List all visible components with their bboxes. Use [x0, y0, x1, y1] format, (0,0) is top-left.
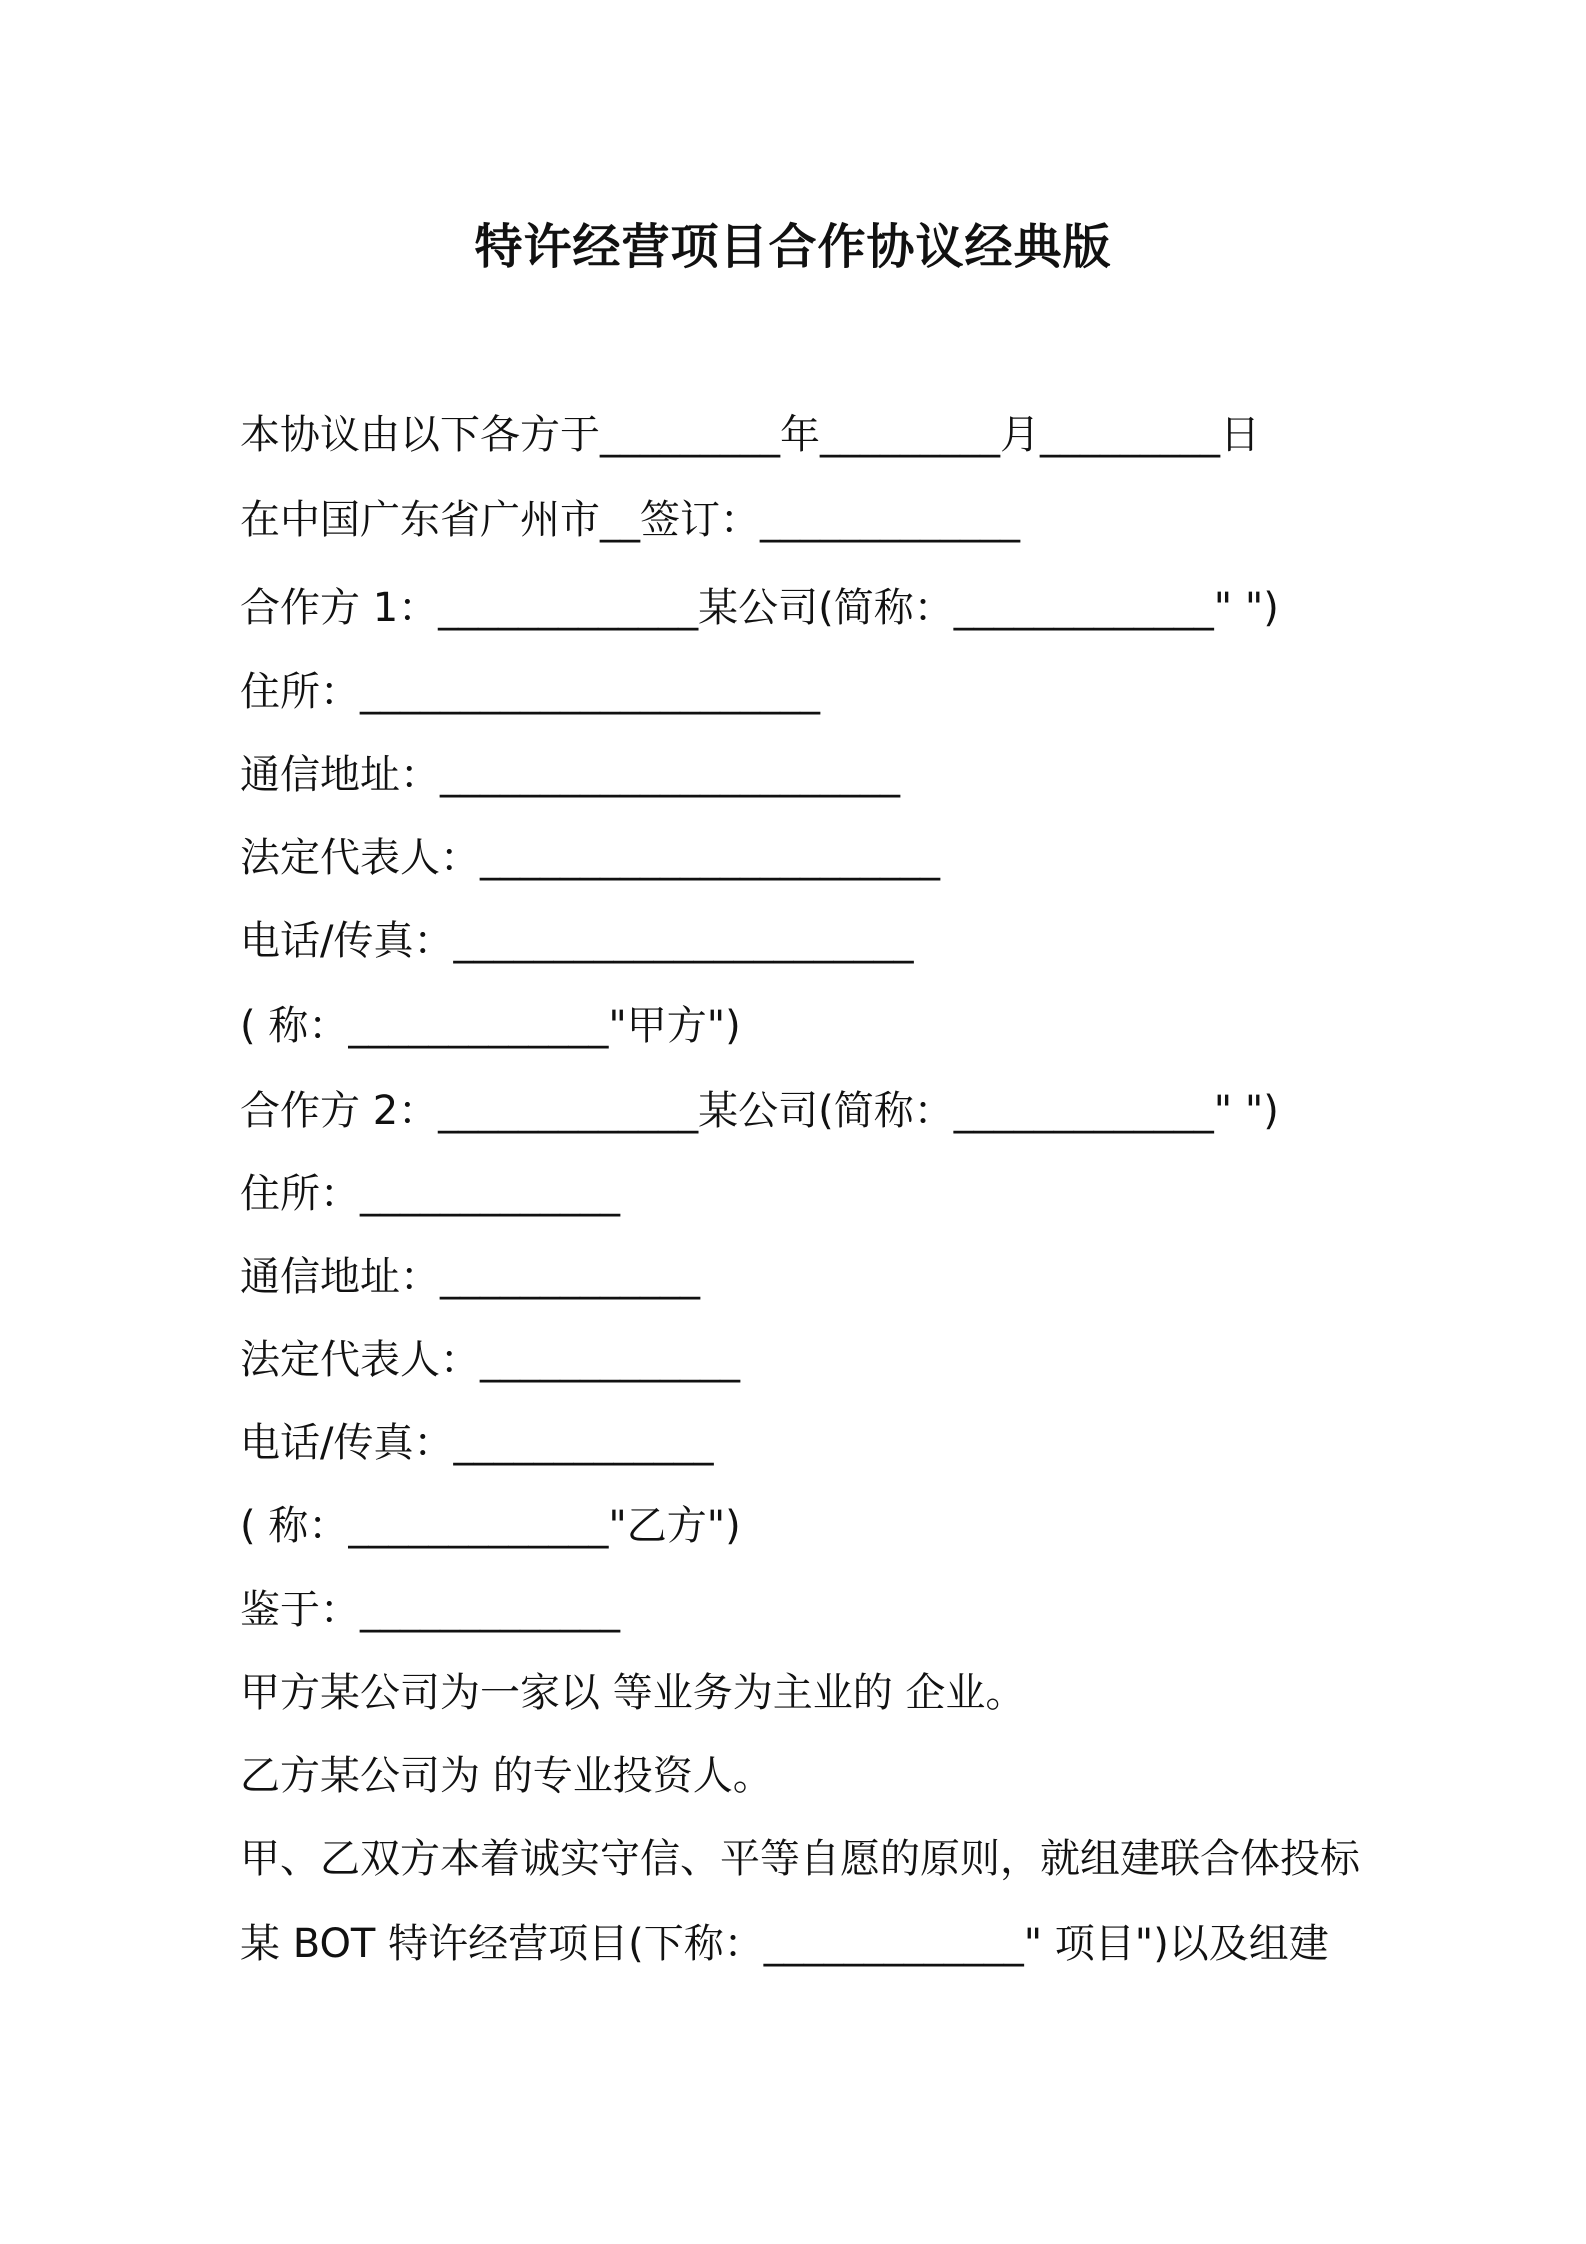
principle-line: 甲、乙双方本着诚实守信、平等自愿的原则，就组建联合体投标: [240, 1836, 1360, 1882]
party-a-description-line: 甲方某公司为一家以 等业务为主业的 企业。: [240, 1670, 1026, 1716]
party1-mail-address-line: 通信地址：_______________________: [240, 752, 900, 798]
party1-name-line: 合作方 1：_____________某公司(简称：_____________" "): [240, 585, 1279, 631]
party2-name-line: 合作方 2：_____________某公司(简称：_____________" "): [240, 1088, 1279, 1134]
whereas-line: 鉴于：_____________: [240, 1587, 620, 1633]
party2-short-name-line: ( 称：_____________"乙方"): [240, 1503, 741, 1549]
party2-mail-address-line: 通信地址：_____________: [240, 1254, 700, 1300]
party2-legal-rep-line: 法定代表人：_____________: [240, 1337, 740, 1383]
party1-short-name-line: ( 称：_____________"甲方"): [240, 1003, 741, 1049]
party1-legal-rep-line: 法定代表人：_______________________: [240, 835, 940, 881]
agreement-date-line: 本协议由以下各方于_________年_________月_________日: [240, 412, 1260, 458]
signing-place-line: 在中国广东省广州市__签订：_____________: [240, 497, 1020, 543]
party2-phone-fax-line: 电话/传真：_____________: [240, 1420, 714, 1466]
document-title: 特许经营项目合作协议经典版: [474, 219, 1112, 275]
party-b-description-line: 乙方某公司为 的专业投资人。: [240, 1753, 773, 1799]
project-line: 某 BOT 特许经营项目(下称：_____________" 项目")以及组建: [240, 1921, 1329, 1967]
party1-address-line: 住所：_______________________: [240, 669, 820, 715]
party2-address-line: 住所：_____________: [240, 1171, 620, 1217]
party1-phone-fax-line: 电话/传真：_______________________: [240, 918, 914, 964]
